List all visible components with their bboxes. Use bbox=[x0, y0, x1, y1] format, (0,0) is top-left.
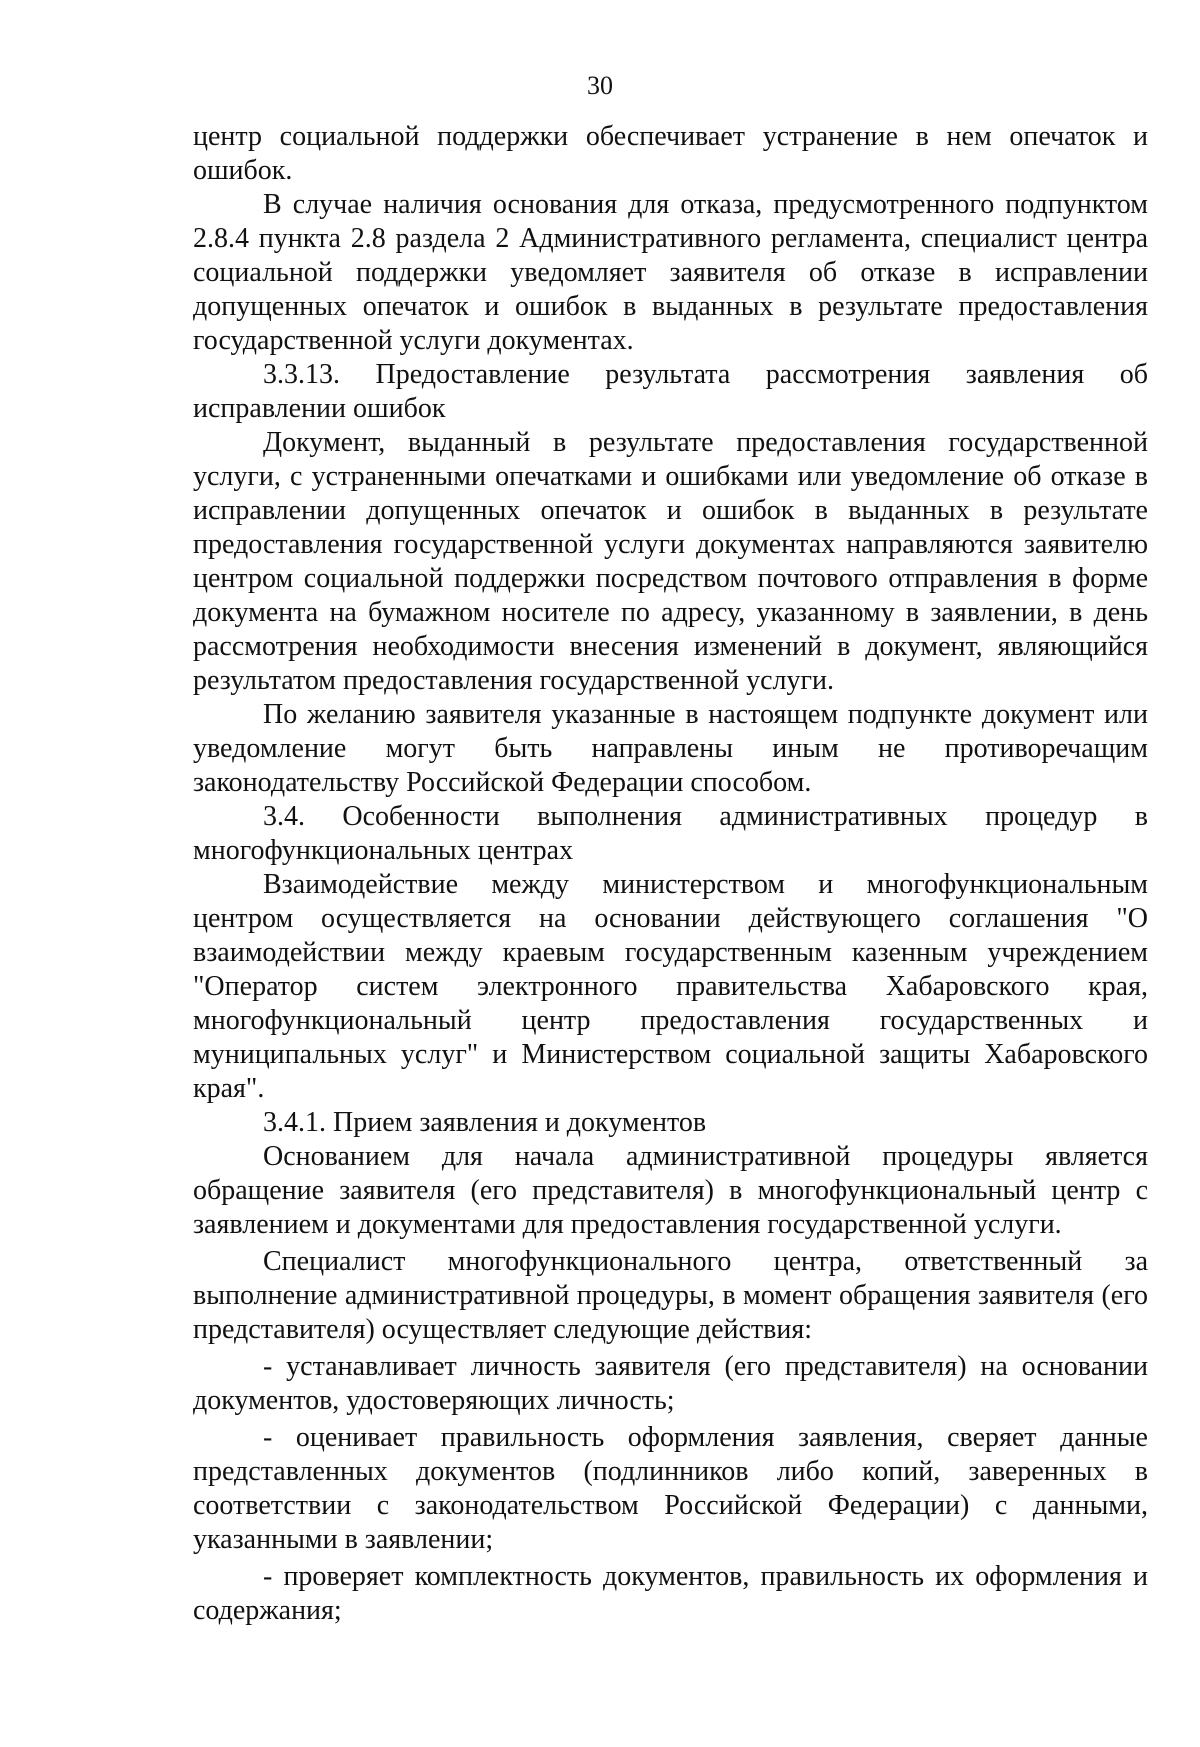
section-heading: 3.4. Особенности выполнения административных процедур в многофункциональных центрах bbox=[193, 801, 1148, 866]
paragraph: Основанием для начала административной процедуры является обращение заявителя (его представителя) в многофункциональный центр с заявлением и документами для предоставления государственной услуги. bbox=[193, 1141, 1148, 1240]
document-body bbox=[193, 120, 1148, 1628]
paragraph: Взаимодействие между министерством и многофункциональным центром осуществляется на основании действующего соглашения "О взаимодействии между краевым государственным казенным учреждением "Оператор систем электронного правительства Хабаровского края, многофункциональный центр предоставления государственных и муниципальных услуг" и Министерством социальной защиты Хабаровского края". bbox=[193, 869, 1148, 1104]
page-number: 30 bbox=[587, 71, 613, 100]
paragraph: Документ, выданный в результате предоставления государственной услуги, с устраненными опечатками и ошибками или уведомление об отказе в исправлении допущенных опечаток и ошибок в выданных в результате предоставления государственной услуги документах направляются заявителю центром социальной поддержки посредством почтового отправления в форме документа на бумажном носителе по адресу, указанному в заявлении, в день рассмотрения необходимости внесения изменений в документ, являющийся результатом предоставления государственной услуги. bbox=[193, 427, 1148, 696]
section-heading: 3.3.13. Предоставление результата рассмотрения заявления об исправлении ошибок bbox=[193, 359, 1148, 424]
paragraph: По желанию заявителя указанные в настоящем подпункте документ или уведомление могут быть направлены иным не противоречащим законодательству Российской Федерации способом. bbox=[193, 699, 1148, 798]
paragraph: Специалист многофункционального центра, ответственный за выполнение административной процедуры, в момент обращения заявителя (его представителя) осуществляет следующие действия: bbox=[193, 1246, 1148, 1345]
list-item: - устанавливает личность заявителя (его представителя) на основании документов, удостоверяющих личность; bbox=[193, 1351, 1148, 1416]
paragraph: В случае наличия основания для отказа, предусмотренного подпунктом 2.8.4 пункта 2.8 раздела 2 Административного регламента, специалист центра социальной поддержки уведомляет заявителя об отказе в исправлении допущенных опечаток и ошибок в выданных в результате предоставления государственной услуги документах. bbox=[193, 189, 1148, 356]
list-item: - проверяет комплектность документов, правильность их оформления и содержания; bbox=[193, 1561, 1148, 1626]
section-heading: 3.4.1. Прием заявления и документов bbox=[263, 1107, 707, 1138]
list-item: - оценивает правильность оформления заявления, сверяет данные представленных документов (подлинников либо копий, заверенных в соответствии с законодательством Российской Федерации) с данными, указанными в заявлении; bbox=[193, 1422, 1148, 1555]
paragraph: центр социальной поддержки обеспечивает устранение в нем опечаток и ошибок. bbox=[193, 121, 1148, 186]
